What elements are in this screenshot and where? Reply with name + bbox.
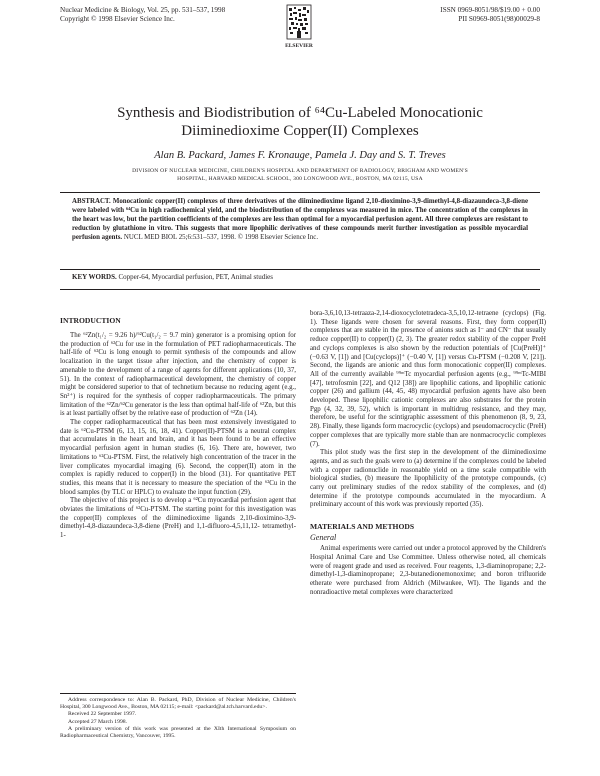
methods-heading: MATERIALS AND METHODS bbox=[310, 522, 415, 532]
left-column bbox=[60, 316, 296, 541]
elsevier-tree-icon bbox=[281, 4, 317, 50]
affiliation-line-1: DIVISION OF NUCLEAR MEDICINE, CHILDREN'S HOSPITAL AND DEPARTMENT OF RADIOLOGY, BRIGHAM AND WOMEN'S bbox=[132, 168, 468, 174]
footnote-address: Address correspondence to: Alan B. Packard, PhD, Division of Nuclear Medicine, Children's Hospital, 300 Longwood Ave., Boston, MA 02115; e-mail: <packard@al.tch.harvard.edu>. bbox=[60, 697, 296, 711]
abstract-label: ABSTRACT. bbox=[72, 198, 111, 205]
journal-line: Nuclear Medicine & Biology, Vol. 25, pp. 531–537, 1998 bbox=[60, 6, 226, 14]
issn-line: ISSN 0969-8051/98/$19.00 + 0.00 bbox=[440, 6, 540, 14]
title-line-2: Diiminedioxime Copper(II) Complexes bbox=[181, 123, 419, 139]
footnote-received: Received 22 September 1997. bbox=[68, 711, 137, 718]
author-list: Alan B. Packard, James F. Kronauge, Pamela J. Day and S. T. Treves bbox=[154, 150, 446, 161]
affiliation-line-2: HOSPITAL, HARVARD MEDICAL SCHOOL, 300 LONGWOOD AVE., BOSTON, MA 02115, USA bbox=[177, 176, 423, 182]
article-title bbox=[0, 104, 600, 140]
general-subheading: General bbox=[310, 533, 337, 543]
intro-paragraph-2: The copper radiopharmaceutical that has been most extensively investigated to date is ⁶²Cu-PTSM (6, 13, 15, 16, 18, 41). Copper(II)-PTSM is a neutral complex that accumulates in the heart and brain, and it has been found to be an effective myocardial perfusion agent in human studies (6, 16). There are, however, two limitations to ⁶²Cu-PTSM. First, the relatively high concentration of the tracer in the liver complicates myocardial imaging (6). Second, the copper(II) atom in the complex is rapidly reduced to copper(I) in the blood (31). For quantitative PET studies, this means that it is necessary to measure the speciation of the ⁶²Cu in the blood samples (by TLC or HPLC) to evaluate the input function (29). bbox=[60, 419, 296, 496]
title-line-1: Synthesis and Biodistribution of ⁶⁴Cu-Labeled Monocationic bbox=[117, 105, 483, 121]
divider-top bbox=[60, 192, 540, 193]
affiliation bbox=[120, 167, 480, 183]
methods-paragraph-1: Animal experiments were carried out under a protocol approved by the Children's Hospital Animal Care and Use Committee. Unless otherwise noted, all chemicals were of reagent grade and used as received. Four reagents, 1,3-diaminopropane; 2,2-dimethyl-1,3-diaminopropane; 2,3-butanedionemonoxime; and boron trifluoride etherate were purchased from Aldrich (Milwaukee, WI). The ligands and the nonradioactive metal complexes were characterized bbox=[310, 545, 546, 596]
keywords bbox=[72, 273, 528, 281]
divider-bottom bbox=[60, 289, 540, 290]
issn-block bbox=[360, 6, 540, 24]
keywords-label: KEY WORDS. bbox=[72, 273, 117, 281]
svg-text:ELSEVIER: ELSEVIER bbox=[285, 43, 313, 49]
right-column bbox=[310, 310, 546, 597]
keywords-text: Copper-64, Myocardial perfusion, PET, Animal studies bbox=[118, 273, 273, 281]
divider-middle bbox=[60, 269, 540, 270]
abstract-text: Monocationic copper(II) complexes of three derivatives of the diiminedioxime ligand 2,10-dioximino-3,9-dimethyl-4,8-diazaundeca-3,8-diene were labeled with ⁶⁴Cu in high radiochemical yield, and the biodistribution of the complexes was measured in mice. The concentration of the complexes in the heart was low, but the partition coefficients of the complexes are less than optimal for a myocardial perfusion agent. All three complexes are resistant to reduction by glutathione in vitro. This suggests that more lipophilic derivatives of these compounds merit further investigation as possible myocardial perfusion agents. bbox=[72, 198, 528, 241]
pii-line: PII S0969-8051(98)00029-8 bbox=[458, 15, 540, 23]
intro-paragraph-3: The objective of this project is to develop a ⁶²Cu myocardial perfusion agent that obviates the limitations of ⁶²Cu-PTSM. The starting point for this investigation was the copper(II) complexes of the diiminedioxime ligands 2,10-dioximino-3,9-dimethyl-4,8-diazaundeca-3,8-diene (PreH) and 1,1-difluoro-4,5,11,12- tetramethyl-1- bbox=[60, 497, 296, 540]
footnotes bbox=[60, 697, 296, 740]
intro-paragraph-4: bora-3,6,10,13-tetraaza-2,14-dioxocyclotetradeca-3,5,10,12-tetraene (cyclops) (Fig. 1). These ligands were chosen for several reasons. First, they form copper(II) complexes that are stable in the presence of anions such as I⁻ and CN⁻ that usually reduce copper(II) to copper(I) (2, 3). The greater redox stability of the copper PreH and cyclops complexes is also shown by the reduction potentials of [Cu(PreH)]⁺ (−0.63 V, [1]) and [Cu(cyclops)]⁺ (−0.40 V, [1]) versus Cu-PTSM (−0.208 V, [21]). Second, the ligands are anionic and thus form monocationic copper(II) complexes. All of the currently available ⁹⁹ᵐTc myocardial perfusion agents (e.g., ⁹⁹ᵐTc-MIBI [47], tetrofosmin [22], and Q12 [38]) are lipophilic cations, and lipophilic cationic copper (26) and gallium (44, 45, 48) myocardial perfusion agents have also been developed. These lipophilic cationic complexes are also substrates for the protein Pgp (4, 32, 39, 52), which is important in multidrug resistance, and they may, therefore, be useful for the scintigraphic assessment of this phenomenon (8, 9, 23, 28). Finally, these ligands form macrocyclic (cyclops) and pseudomacrocyclic (PreH) copper complexes that are typically more stable than are nonmacrocyclic complexes (7). bbox=[310, 310, 546, 448]
footnote-rule bbox=[60, 693, 296, 694]
abstract bbox=[72, 198, 528, 243]
footnote-accepted: Accepted 27 March 1998. bbox=[68, 718, 128, 725]
introduction-heading: INTRODUCTION bbox=[60, 316, 121, 325]
copyright-line: Copyright © 1998 Elsevier Science Inc. bbox=[60, 15, 175, 23]
intro-paragraph-5: This pilot study was the first step in the development of the diiminedioxime agents, and as such the goals were to (a) determine if the complexes could be labeled with a copper radionuclide in reasonable yield on a time scale compatible with biological studies, (b) measure the lipophilicity of the prototype compounds, (c) carry out preliminary studies of the redox stability of the complexes, and (d) determine if the prototype compounds accumulated in the myocardium. A preliminary account of this work was previously reported (35). bbox=[310, 449, 546, 509]
abstract-citation: NUCL MED BIOL 25;6:531–537, 1998. © 1998 Elsevier Science Inc. bbox=[123, 233, 319, 241]
elsevier-logo bbox=[281, 4, 317, 50]
journal-citation bbox=[60, 6, 225, 24]
footnote-preliminary: A preliminary version of this work was presented at the XIth International Symposium on Radiopharmaceutical Chemistry, Vancouver, 1995. bbox=[60, 725, 296, 740]
intro-paragraph-1: The ⁶²Zn(t₁/₂ = 9.26 h)/⁶²Cu(t₁/₂ = 9.7 min) generator is a promising option for the production of ⁶²Cu for use in the formulation of PET radiopharmaceuticals. The half-life of ⁶²Cu is long enough to permit synthesis of the compounds and allow localization in the target tissue after injection, and the chemistry of copper is amenable to the development of a range of agents for different applications (10, 37, 51). In the context of radiopharmaceutical development, the chemistry of copper might be considered superior to that of technetium because no reducing agent (e.g., Sn²⁺) is required for the synthesis of copper radiopharmaceuticals. The primary limitation of the ⁶²Zn/⁶²Cu generator is the less than optimal half-life of ⁶²Zn, but this is at least partially offset by the relative ease of production of ⁶²Zn (14). bbox=[60, 332, 296, 418]
